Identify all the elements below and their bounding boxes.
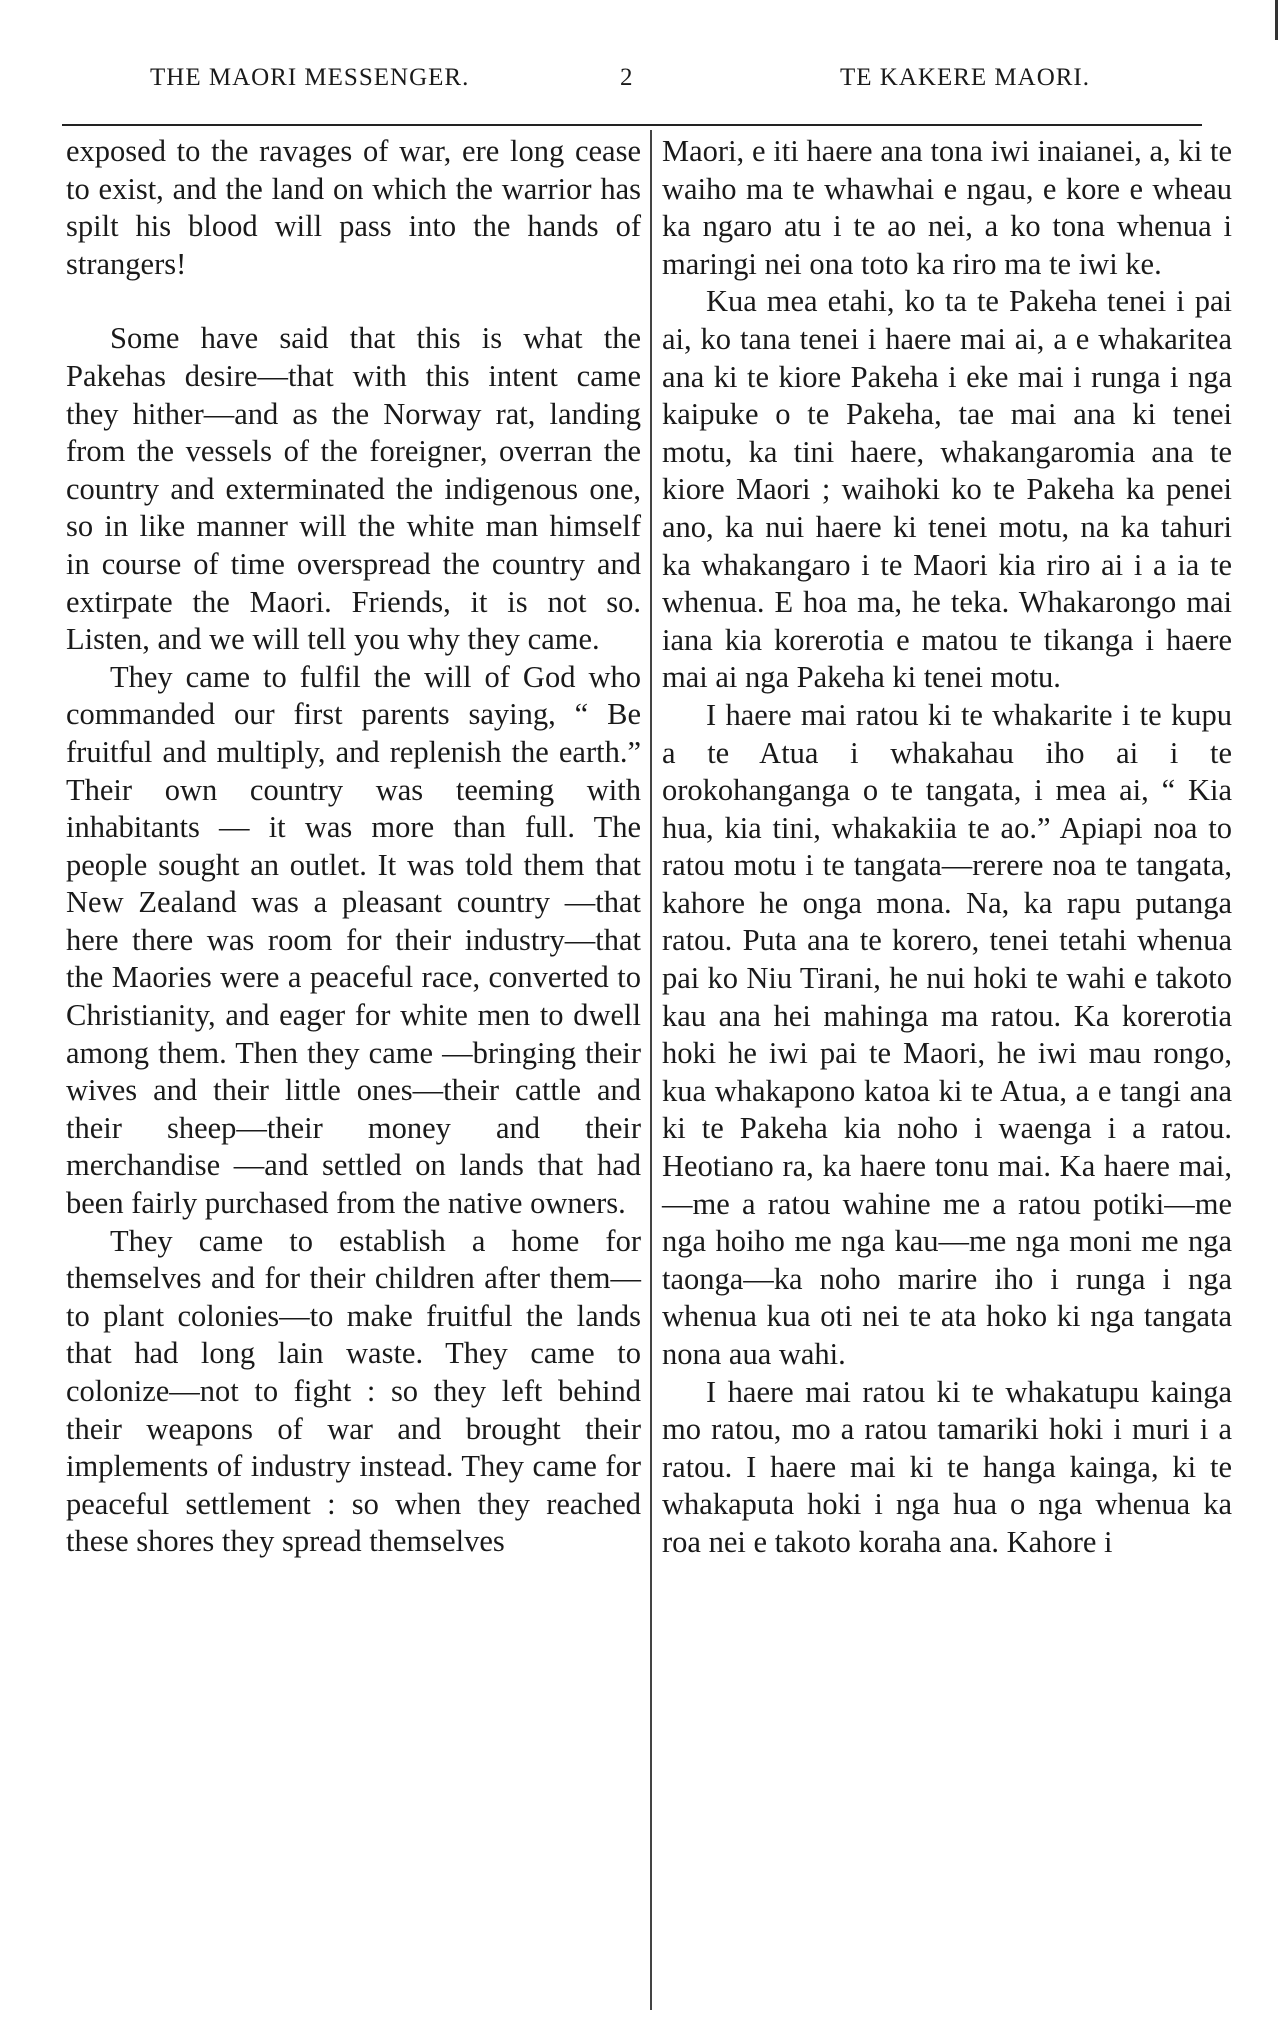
english-column bbox=[66, 133, 641, 1561]
header-maori-title: TE KAKERE MAORI. bbox=[839, 64, 1090, 91]
maori-paragraph-4: I haere mai ratou ki te whakatupu kainga mo ratou, mo a ratou tamariki hoki i muri i a ratou. I haere mai ki te hanga kainga, ki te whakaputa hoki i nga hua o nga whenua ka roa nei e takoto koraha ana. Kahore i bbox=[662, 1374, 1232, 1559]
english-paragraph-4: They came to establish a home for themselves and for their children after them—to plant colonies—to make fruitful the lands that had long lain waste. They came to colonize—not to fight : so they left behind their weapons of war and brought their implements of industry instead. They came for peaceful settlement : so when they reached these shores they spread themselves bbox=[66, 1223, 641, 1559]
header-rule bbox=[62, 124, 1202, 126]
english-paragraph-3: They came to fulfil the will of God who commanded our first parents saying, “ Be fruitful and multiply, and replenish the earth.” Their own country was teeming with inhabitants — it was more than full. The people sought an outlet. It was told them that New Zealand was a pleasant country —that here there was room for their industry—that the Maories were a peaceful race, converted to Christianity, and eager for white men to dwell among them. Then they came —bringing their wives and their little ones—their cattle and their sheep—their money and their merchandise —and settled on lands that had been fairly purchased from the native owners. bbox=[66, 659, 641, 1221]
maori-column bbox=[662, 133, 1232, 1562]
maori-paragraph-2: Kua mea etahi, ko ta te Pakeha tenei i pai ai, ko tana tenei i haere mai ai, a e whakaritea ana ki te kiore Pakeha i eke mai i runga i nga kaipuke o te Pakeha, tae mai ana ki tenei motu, ka tini haere, whakangaromia ana te kiore Maori ; waihoki ko te Pakeha ka penei ano, ka nui haere ki tenei motu, na ka tahuri ka whakangaro i te Maori kia riro ai i a ia te whenua. E hoa ma, he teka. Whakarongo mai iana kia korerotia e matou te tikanga i haere mai ai nga Pakeha ki tenei motu. bbox=[662, 284, 1232, 695]
maori-paragraph-1: Maori, e iti haere ana tona iwi inaianei, a, ki te waiho ma te whawhai e ngau, e kore e wheau ka ngaro atu i te ao nei, a ko tona whenua i maringi nei ona toto ka riro ma te iwi ke. bbox=[662, 134, 1232, 281]
column-divider bbox=[650, 130, 652, 2010]
english-paragraph-1: exposed to the ravages of war, ere long cease to exist, and the land on which the warrior has spilt his blood will pass into the hands of strangers! bbox=[66, 134, 641, 281]
maori-paragraph-3: I haere mai ratou ki te whakarite i te kupu a te Atua i whakahau iho ai i te orokohanganga o te tangata, i mea ai, “ Kia hua, kia tini, whakakiia te ao.” Apiapi noa to ratou motu i te tangata—rerere noa te tangata, kahore he onga mona. Na, ka rapu putanga ratou. Puta ana te korero, tenei tetahi whenua pai ko Niu Tirani, he nui hoki te wahi e takoto kau ana hei mahinga ma ratou. Ka korerotia hoki he iwi pai te Maori, he iwi mau rongo, kua whakapono katoa ki te Atua, a e tangi ana ki te Pakeha kia noho i waenga i a ratou. Heotiano ra, ka haere tonu mai. Ka haere mai,—me a ratou wahine me a ratou potiki—me nga hoiho me nga kau—me nga moni me nga taonga—ka noho marire iho i runga i nga whenua kua oti nei te ata hoko ki nga tangata nona aua wahi. bbox=[662, 697, 1232, 1371]
page-header bbox=[150, 64, 1090, 104]
header-english-title: THE MAORI MESSENGER. bbox=[150, 64, 470, 91]
page-number: 2 bbox=[620, 64, 634, 91]
page-edge-mark bbox=[1275, 0, 1278, 40]
english-paragraph-2: Some have said that this is what the Pakehas desire—that with this intent came they hither—and as the Norway rat, landing from the vessels of the foreigner, overran the country and exterminated the indigenous one, so in like manner will the white man himself in course of time overspread the country and extirpate the Maori. Friends, it is not so. Listen, and we will tell you why they came. bbox=[66, 321, 641, 657]
